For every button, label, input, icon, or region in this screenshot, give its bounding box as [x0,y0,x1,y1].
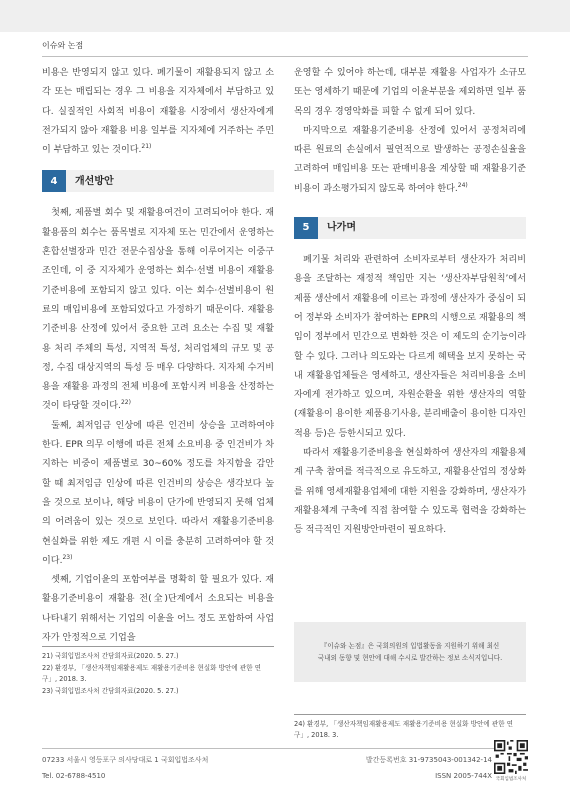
info-line: 국내외 동향 및 현안에 대해 수시로 발간하는 정보 소식지입니다. [317,654,503,662]
paragraph: 운영할 수 있어야 하는데, 대부분 재활용 사업자가 소규모 또는 영세하기 때문에 기업의 이윤부분을 제외하면 일부 품목의 경우 경영악화를 피할 수 없게 되어 있다. [294,68,526,117]
footer-divider [42,748,528,749]
section-title: 개선방안 [75,175,114,187]
footnote: 22) 환경부, 「생산자책임재활용제도 재활용기준비용 현실화 방안에 관한 연구」, 2018. 3. [42,664,262,683]
section-number: 4 [42,170,66,192]
registration-number: 발간등록번호 31-9735043-001342-14 [365,756,492,764]
qr-code-icon[interactable] [494,740,528,774]
footnote: 24) 환경부, 「생산자책임재활용제도 재활용기준비용 현실화 방안에 관한 연구」, 2018. 3. [294,720,514,739]
footnote: 23) 국회입법조사처 간담회자료(2020. 5. 27.) [42,687,179,695]
issn: ISSN 2005-744X [435,772,492,780]
info-box [294,622,526,682]
paragraph: 셋째, 기업이윤의 포함여부를 명확히 할 필요가 있다. 재활용기준비용이 재활용 전(全)단계에서 소요되는 비용을 나타내기 위해서는 기업의 이윤을 어느 정도 포함하여 사업자가 안정적으로 기업을 [42,575,274,644]
qr-caption: 국회입법조사처 [495,777,527,782]
footnotes-right [294,714,526,742]
section-heading [42,170,274,192]
section-title: 나가며 [327,222,356,234]
right-column [294,64,526,541]
footnote-ref[interactable]: 21) [141,143,152,151]
section-label: 이슈와 논점 [42,41,84,50]
publication-info [366,752,492,784]
address-line: 07233 서울시 영등포구 의사당대로 1 국회입법조사처 [42,756,209,764]
footnotes-left [42,646,274,698]
left-column [42,64,274,648]
paragraph: 첫째, 제품별 회수 및 재활용여건이 고려되어야 한다. 재활용품의 회수는 품목별로 지자체 또는 민간에서 운영하는 혼합선별장과 민간 전문수집상을 통해 이루어지는 이중구조인데, 이 중 지자체가 운영하는 회수·선별 비용이 재활용기준비용에 포함되지 않고 있다. 이는 회수·선별비용이 원료의 매입비용에 포함되었다고 가정하기 때문이다. 재활용기준비용 산정에 있어서 중요한 고려 요소는 수집 및 재활용 처리 주체의 특성, 지역적 특성, 처리업체의 규모 및 공정, 수집 대상지역의 특성 등 매우 다양하다. 지자체 수거비용을 재활용 과정의 전체 비용에 포함시켜 비용을 산정하는 것이 타당할 것이다.$^{22)}$ [42,208,274,412]
footnote-ref[interactable]: 22) [120,399,131,407]
section-number: 5 [294,217,318,239]
phone-line: Tel. 02-6788-4510 [42,772,106,780]
section-heading [294,217,526,239]
footnote-ref[interactable]: 23) [62,553,73,561]
footer-address [42,752,208,784]
info-line: 『이슈와 논점』은 국회의원의 입법활동을 지원하기 위해 최신 [320,642,500,650]
paragraph: 따라서 재활용기준비용을 현실화하여 생산자의 재활용체계 구축 참여를 적극적으로 유도하고, 재활용산업의 정상화를 위해 영세재활용업체에 대한 지원을 강화하며, 생산자가 재활용체계 구축에 직접 참여할 수 있도록 협력을 강화하는 등 적극적인 지원방안마련이 필요하다. [294,448,526,536]
header-divider [42,56,528,57]
top-band [0,0,570,32]
paragraph: 마지막으로 재활용기준비용 산정에 있어서 공정처리에 따른 원료의 손실에서 필연적으로 발생하는 공정손실율을 고려하여 매입비용 또는 판매비용을 계상할 때 재활용기준비용이 과소평가되지 않도록 하여야 한다.$^{24)}$ [294,125,526,194]
paragraph: 비용은 반영되지 않고 있다. 폐기물이 재활용되지 않고 소각 또는 매립되는 경우 그 비용을 지자체에서 부담하고 있다. 실질적인 사회적 비용이 재활용 시장에서 생산자에게 전가되지 않아 재활용 비용 일부를 지자체에 거주하는 주민이 부담하고 있는 것이다.$^{21)}$ [42,68,274,156]
footnote-ref[interactable]: 24) [457,181,468,189]
paragraph: 둘째, 최저임금 인상에 따른 인건비 상승을 고려하여야 한다. EPR 의무 이행에 따른 전체 소요비용 중 인건비가 차지하는 비중이 제품별로 30~60% 정도를 차지함을 감안할 때 최저임금 인상에 따른 인건비의 상승은 생각보다 높을 것으로 보이나, 해당 비용이 단가에 반영되지 못해 업체의 어려움이 있는 것으로 보인다. 따라서 재활용기준비용 현실화를 위한 제도 개편 시 이를 충분히 고려하여야 할 것이다.$^{23)}$ [42,420,274,566]
paragraph: 폐기물 처리와 관련하여 소비자로부터 생산자가 처리비용을 조달하는 재정적 책임만 지는 ‘생산자부담원칙’에서 제품 생산에서 재활용에 이르는 과정에 생산자가 중심이 되어 정부와 소비자가 참여하는 EPR의 시행으로 재활용의 책임이 정부에서 민간으로 변화한 것은 이 제도의 순기능이라 할 수 있다. 그러나 의도와는 다르게 혜택을 보지 못하는 국내 재활용업체들은 영세하고, 생산자들은 처리비용을 소비자에게 전가하고 있으며, 자원순환을 위한 생산자의 역할(재활용이 용이한 제품용기사용, 분리배출이 용이한 디자인 적용 등)은 등한시되고 있다. [294,255,526,439]
footnote: 21) 국회입법조사처 간담회자료(2020. 5. 27.) [42,652,179,660]
